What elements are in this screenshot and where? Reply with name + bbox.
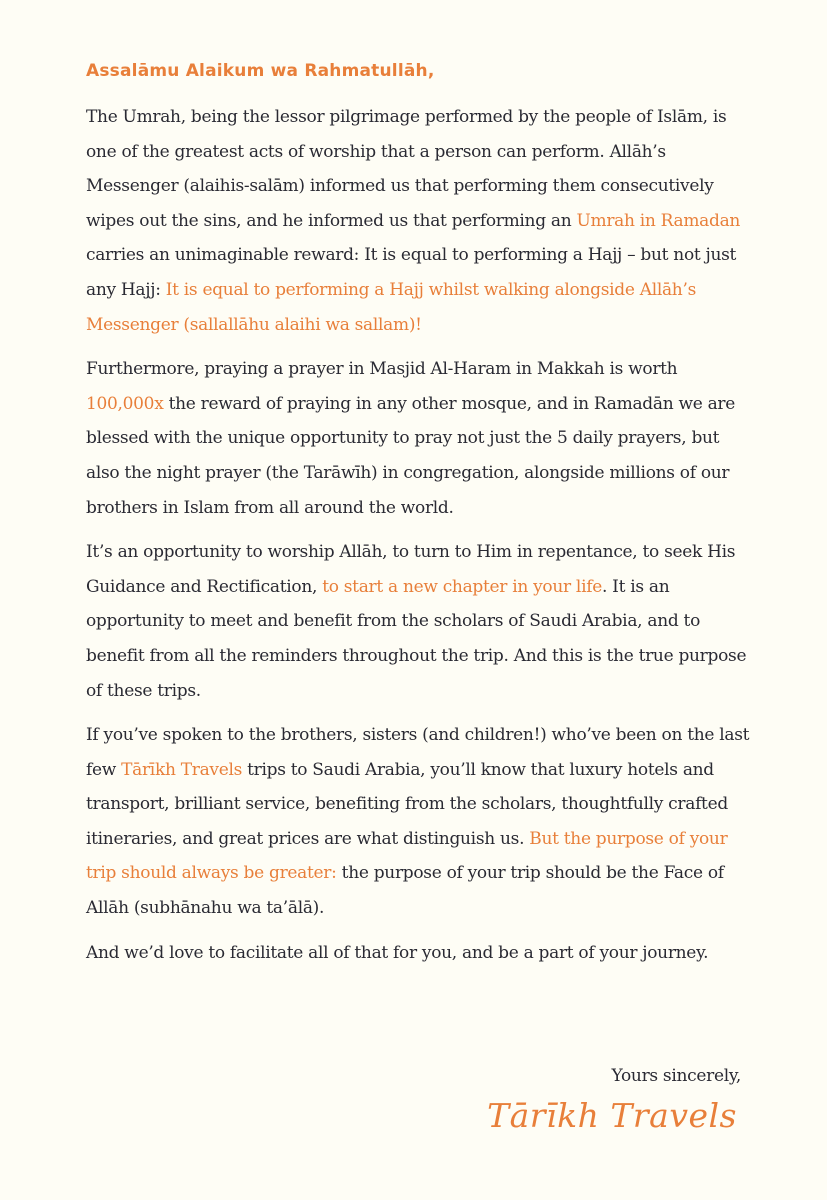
paragraph-text: The Umrah, being the lessor pilgrimage performed by the people of Islām, is one of the greatest acts of worship that a person can perform. Allāh’s Messenger (alaihis-salām) informed us that performing them consecutively wipes out the sins, and he informed us that performing an (86, 107, 727, 231)
signoff: Yours sincerely, (611, 1066, 741, 1086)
paragraph-text: the purpose of your trip should be the Face of Allāh (subhānahu wa ta’ālā). (86, 863, 724, 919)
highlighted-text: to start a new chapter in your life (322, 576, 602, 597)
paragraph-text: trips to Saudi Arabia, you’ll know that luxury hotels and transport, brilliant service, benefiting from the scholars, thoughtfully crafted itineraries, and great prices are what distinguish us. (86, 759, 728, 849)
letter-body (86, 56, 751, 980)
paragraph (86, 100, 751, 342)
highlighted-text: But the purpose of your trip should always be greater: (86, 828, 728, 884)
paragraphs (86, 100, 751, 970)
paragraph-text: . It is an opportunity to meet and benefit from the scholars of Saudi Arabia, and to benefit from all the reminders throughout the trip. And this is the true purpose of these trips. (86, 576, 747, 701)
highlighted-text: It is equal to performing a Hajj whilst walking alongside Allāh’s Messenger (sallallāhu alaihi wa sallam)! (86, 279, 696, 335)
paragraph (86, 936, 751, 971)
greeting: Assalāmu Alaikum wa Rahmatullāh, (86, 61, 435, 81)
paragraph (86, 352, 751, 525)
paragraph-text: It’s an opportunity to worship Allāh, to turn to Him in repentance, to seek His Guidance and Rectification, (86, 542, 736, 597)
paragraph-text: carries an unimaginable reward: It is equal to performing a Hajj – but not just any Hajj: (86, 245, 737, 300)
signature: Tārīkh Travels (487, 1096, 737, 1135)
paragraph-text: the reward of praying in any other mosque, and in Ramadān we are blessed with the unique opportunity to pray not just the 5 daily prayers, but also the night prayer (the Tarāwīh) in congregation, alongside millions of our brothers in Islam from all around the world. (86, 393, 735, 518)
paragraph-text: If you’ve spoken to the brothers, sisters (and children!) who’ve been on the last few (86, 725, 750, 780)
paragraph-text: And we’d love to facilitate all of that for you, and be a part of your journey. (86, 942, 709, 963)
highlighted-text: Umrah in Ramadan (576, 210, 741, 231)
paragraph (86, 718, 751, 926)
highlighted-text: Tārīkh Travels (121, 759, 243, 780)
highlighted-text: 100,000x (86, 393, 164, 414)
paragraph (86, 535, 751, 708)
paragraph-text: Furthermore, praying a prayer in Masjid Al-Haram in Makkah is worth (86, 359, 678, 380)
